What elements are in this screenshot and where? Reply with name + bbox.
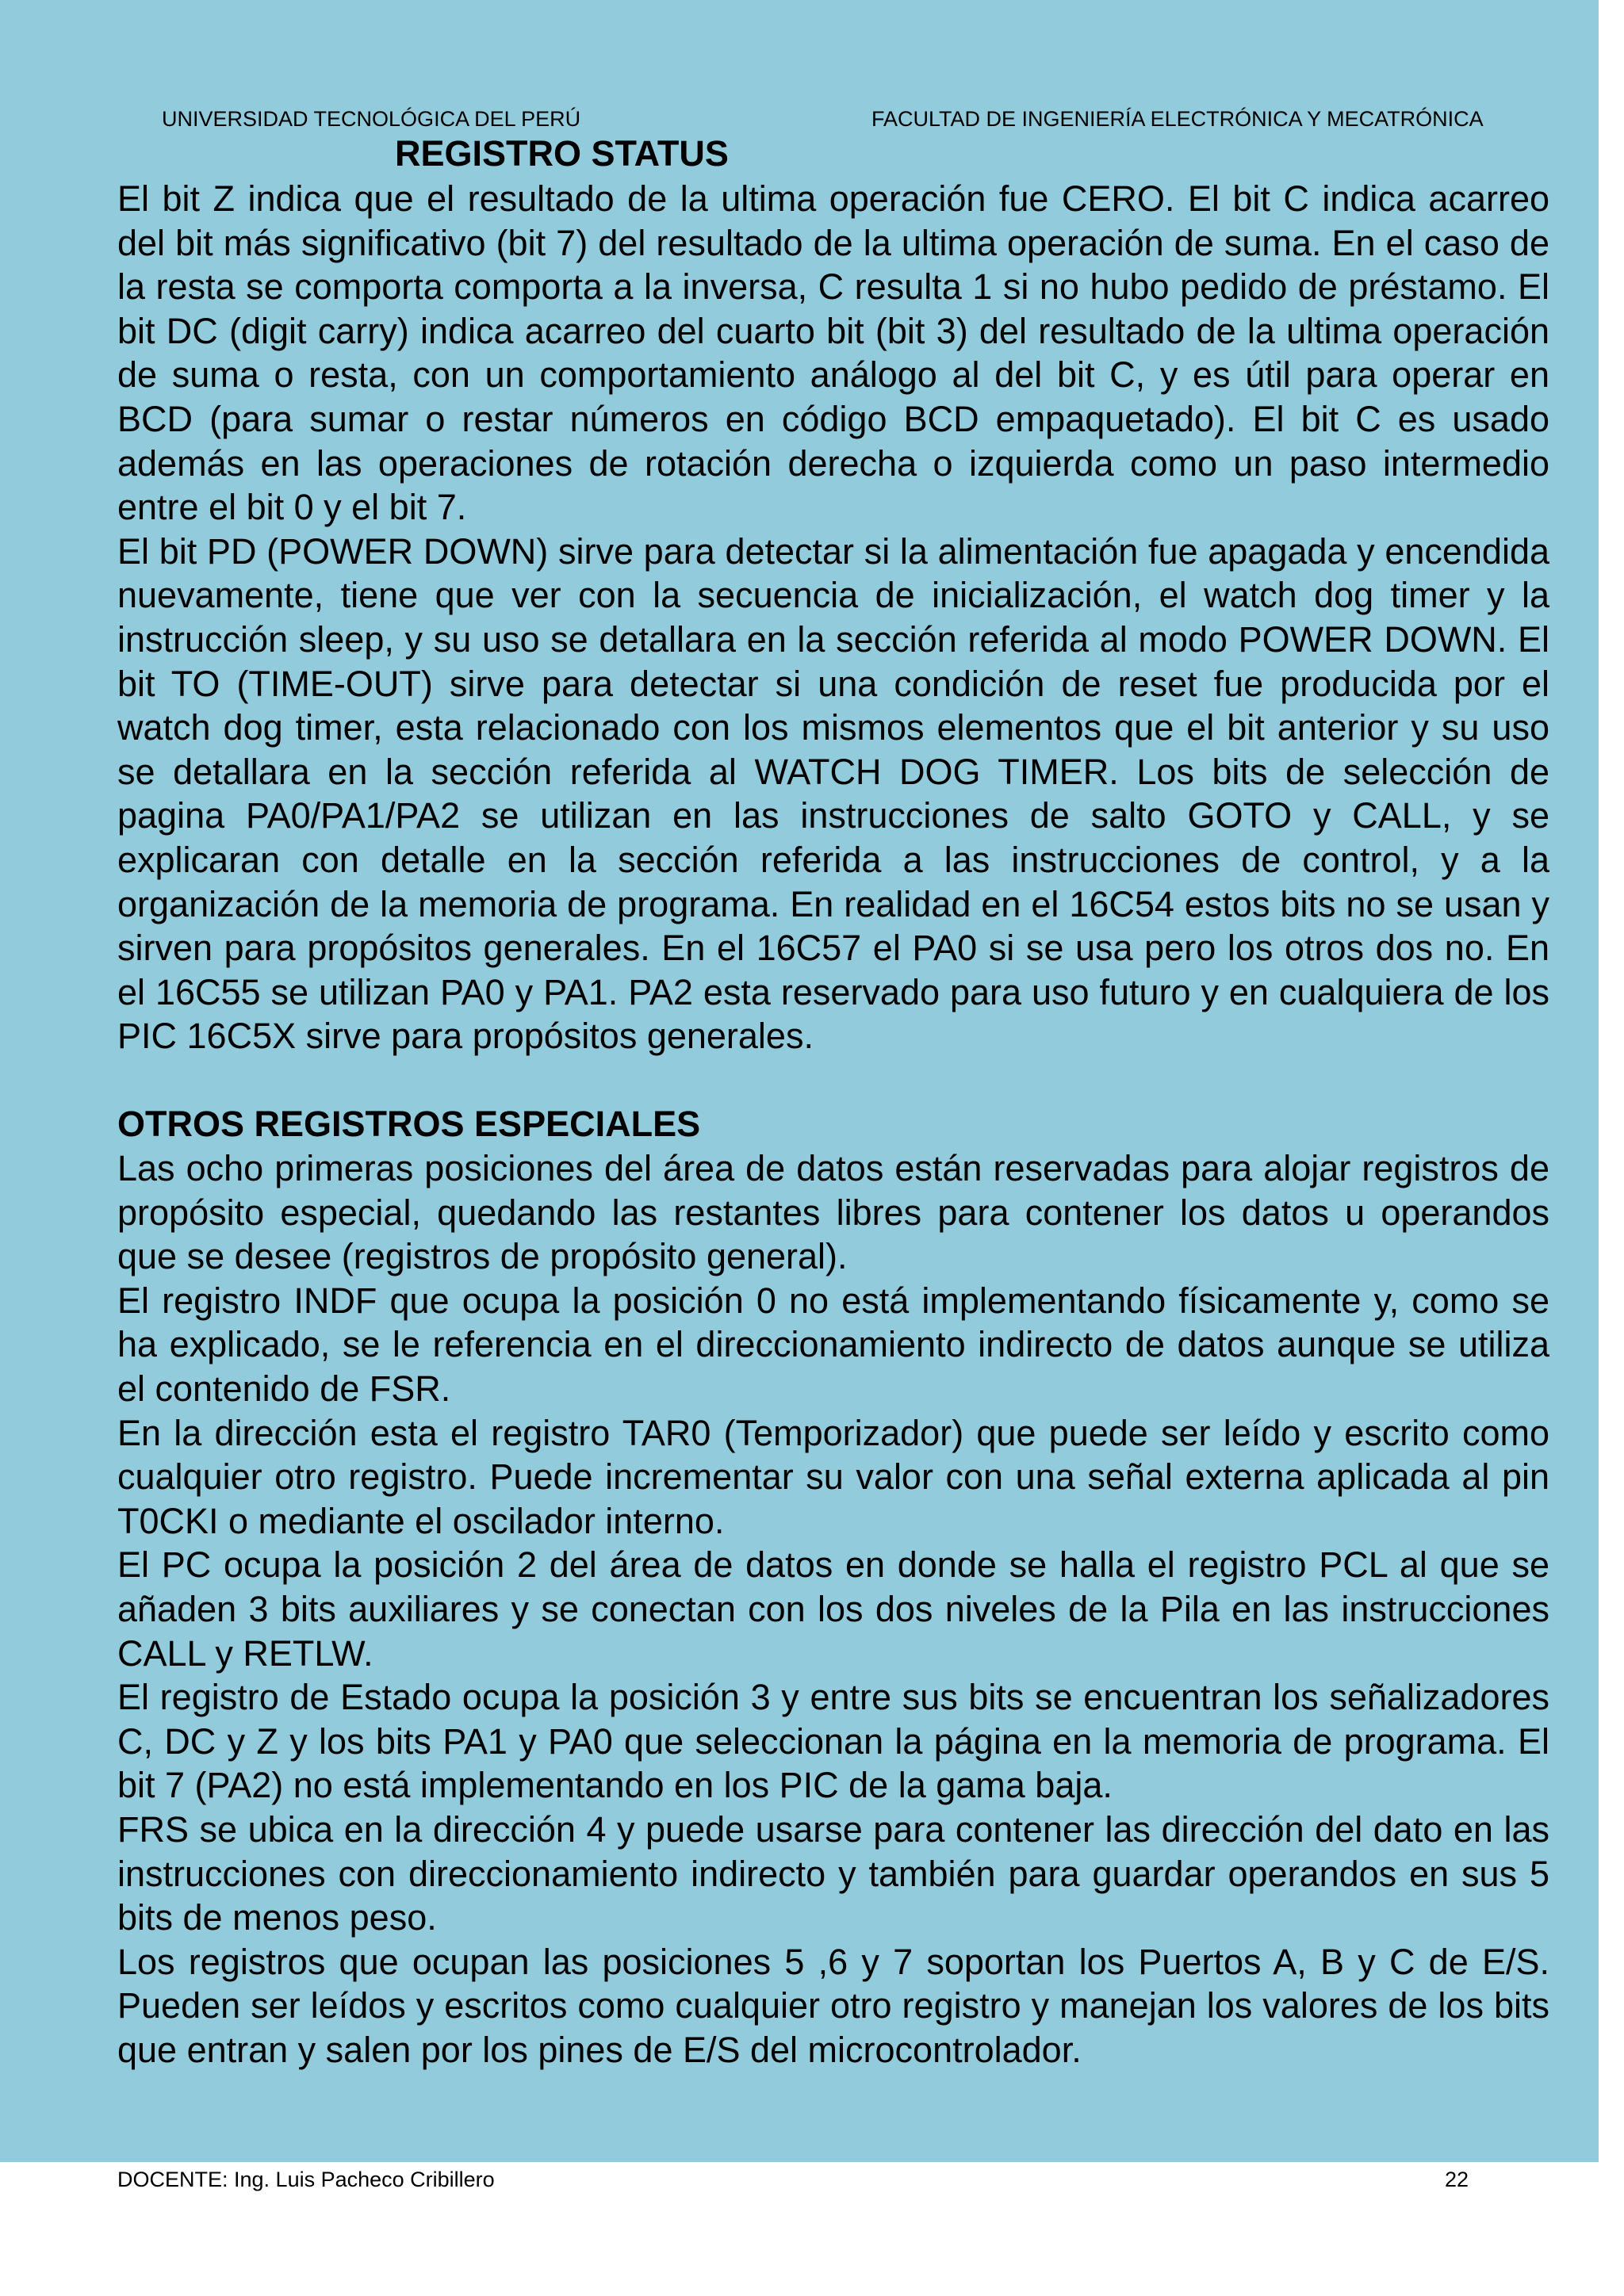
paragraph: El bit PD (POWER DOWN) sirve para detectar si la alimentación fue apagada y encendida nuevamente, tiene que ver con la secuencia de inicialización, el watch dog timer y la instrucción sleep, y su uso se detallara en la sección referida al modo POWER DOWN. El bit TO (TIME-OUT) sirve para detectar si una condición de reset fue producida por el watch dog timer, esta relacionado con los mismos elementos que el bit anterior y su uso se detallara en la sección referida al WATCH DOG TIMER. Los bits de selección de pagina PA0/PA1/PA2 se utilizan en las instrucciones de salto GOTO y CALL, y se explicaran con detalle en la sección referida a las instrucciones de control, y a la organización de la memoria de programa. En realidad en el 16C54 estos bits no se usan y sirven para propósitos generales. En el 16C57 el PA0 si se usa pero los otros dos no. En el 16C55 se utilizan PA0 y PA1. PA2 esta reservado para uso futuro y en cualquiera de los PIC 16C5X sirve para propósitos generales. <box>117 530 1549 1057</box>
page-content <box>117 177 1549 2072</box>
paragraph: El registro de Estado ocupa la posición 3 y entre sus bits se encuentran los señalizadores C, DC y Z y los bits PA1 y PA0 que seleccionan la página en la memoria de programa. El bit 7 (PA2) no está implementando en los PIC de la gama baja. <box>117 1677 1549 1806</box>
section-title-otros-registros: OTROS REGISTROS ESPECIALES <box>117 1104 701 1145</box>
section-title-registro-status: REGISTRO STATUS <box>395 133 729 174</box>
header-university: UNIVERSIDAD TECNOLÓGICA DEL PERÚ <box>162 107 581 131</box>
paragraph: El bit Z indica que el resultado de la ultima operación fue CERO. El bit C indica acarreo del bit más significativo (bit 7) del resultado de la ultima operación de suma. En el caso de la resta se comporta comporta a la inversa, C resulta 1 si no hubo pedido de préstamo. El bit DC (digit carry) indica acarreo del cuarto bit (bit 3) del resultado de la ultima operación de suma o resta, con un comportamiento análogo al del bit C, y es útil para operar en BCD (para sumar o restar números en código BCD empaquetado). El bit C es usado además en las operaciones de rotación derecha o izquierda como un paso intermedio entre el bit 0 y el bit 7. <box>117 178 1549 528</box>
paragraph: El PC ocupa la posición 2 del área de datos en donde se halla el registro PCL al que se añaden 3 bits auxiliares y se conectan con los dos niveles de la Pila en las instrucciones CALL y RETLW. <box>117 1544 1549 1674</box>
paragraph: Las ocho primeras posiciones del área de datos están reservadas para alojar registros de propósito especial, quedando las restantes libres para contener los datos u operandos que se desee (registros de propósito general). <box>117 1148 1549 1277</box>
page-number: 22 <box>1445 2168 1469 2191</box>
paragraph: FRS se ubica en la dirección 4 y puede usarse para contener las dirección del dato en las instrucciones con direccionamiento indirecto y también para guardar operandos en sus 5 bits de menos peso. <box>117 1808 1549 1938</box>
footer-teacher: DOCENTE: Ing. Luis Pacheco Cribillero <box>117 2168 495 2191</box>
paragraph: El registro INDF que ocupa la posición 0 no está implementando físicamente y, como se ha explicado, se le referencia en el direccionamiento indirecto de datos aunque se utiliza el contenido de FSR. <box>117 1280 1549 1410</box>
paragraph: Los registros que ocupan las posiciones 5 ,6 y 7 soportan los Puertos A, B y C de E/S. Pueden ser leídos y escritos como cualquier otro registro y manejan los valores de los bits que entran y salen por los pines de E/S del microcontrolador. <box>117 1941 1549 2070</box>
header-faculty: FACULTAD DE INGENIERÍA ELECTRÓNICA Y MECATRÓNICA <box>871 107 1484 131</box>
paragraph: En la dirección esta el registro TAR0 (Temporizador) que puede ser leído y escrito como cualquier otro registro. Puede incrementar su valor con una señal externa aplicada al pin T0CKI o mediante el oscilador interno. <box>117 1412 1549 1541</box>
blank-line <box>117 1058 1549 1103</box>
